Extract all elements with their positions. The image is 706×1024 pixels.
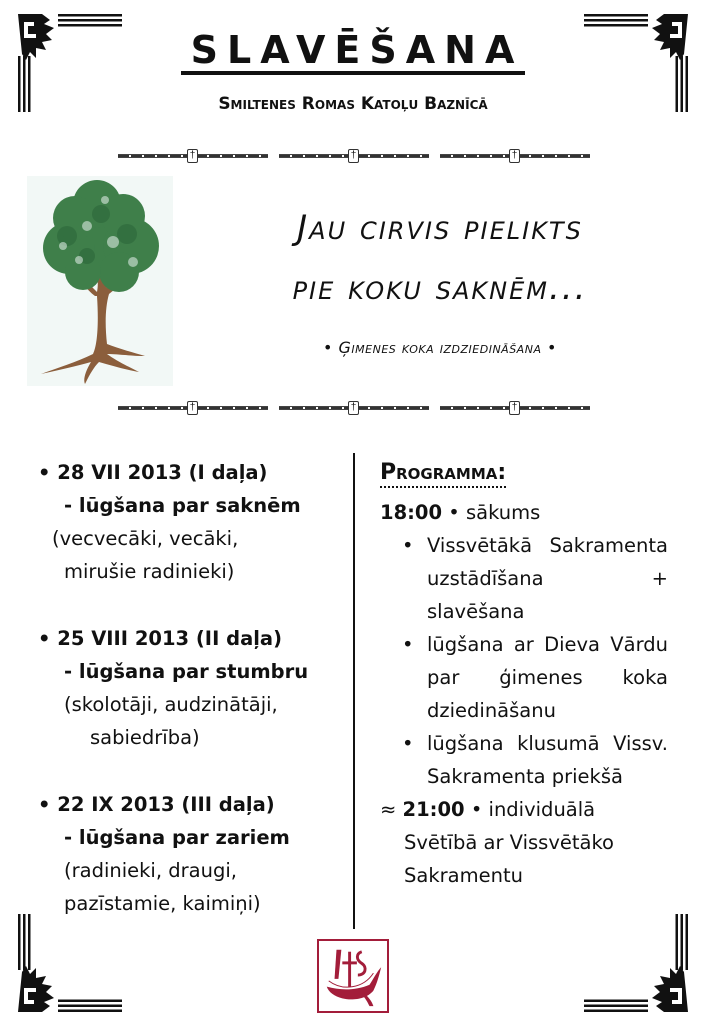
session-audience-cont: pazīstamie, kaimiņi) (64, 892, 261, 915)
program-title: Programma: (380, 460, 506, 488)
session-audience-cont: sabiedrība) (90, 726, 200, 749)
session-topic: - lūgšana par zariem (64, 826, 290, 849)
session-audience: (skolotāji, audzinātāji, (64, 693, 278, 716)
cross-icon: † (187, 401, 198, 415)
session-item (38, 456, 348, 588)
tree-illustration (27, 176, 173, 386)
session-date: • 28 VII 2013 (I daļa) (38, 461, 268, 484)
program (380, 456, 668, 892)
session-audience: (vecvecāki, vecāki, (52, 527, 239, 550)
cross-icon: † (348, 401, 359, 415)
cross-icon: † (348, 149, 359, 163)
separator-middle (118, 401, 590, 415)
headline-line-1: Jau cirvis pielikts (297, 208, 583, 248)
session-date: • 25 VIII 2013 (II daļa) (38, 627, 282, 650)
ihs-boat-logo (317, 939, 389, 1013)
headline-line-2: pie koku saknēm... (292, 268, 588, 308)
tagline: • Ģimenes koka izdziedināšana • (323, 338, 557, 357)
column-divider (353, 453, 355, 929)
cross-icon: † (509, 149, 520, 163)
session-date: • 22 IX 2013 (III daļa) (38, 793, 275, 816)
program-item: • lūgšana ar Dieva Vārdu par ģimenes koka dziedināšanu (402, 633, 668, 722)
program-end: ≈ 21:00 • individuālā (380, 798, 596, 821)
headline (250, 198, 630, 318)
session-audience-cont: mirušie radinieki) (64, 560, 235, 583)
session-topic: - lūgšana par stumbru (64, 660, 309, 683)
program-item: • Vissvētākā Sakramenta uzstādīšana + slavēšana (402, 534, 668, 623)
ornament-corner-icon-bottom-right (582, 914, 692, 1014)
program-start: 18:00 • sākums (380, 501, 541, 524)
program-item: • lūgšana klusumā Vissv. Sakramenta priekšā (402, 732, 668, 788)
cross-icon: † (187, 149, 198, 163)
session-item (38, 622, 348, 754)
program-end-description: Svētībā ar Vissvētāko Sakramentu (404, 831, 614, 887)
session-item (38, 788, 348, 920)
church-subtitle: Smiltenes Romas Katoļu Baznīcā (218, 94, 488, 114)
separator-top (118, 149, 590, 163)
program-items (380, 529, 668, 793)
page-title: SLAVĒŠANA (0, 26, 706, 75)
session-topic: - lūgšana par saknēm (64, 494, 301, 517)
sessions-list (38, 456, 348, 954)
cross-icon: † (509, 401, 520, 415)
session-audience: (radinieki, draugi, (64, 859, 237, 882)
